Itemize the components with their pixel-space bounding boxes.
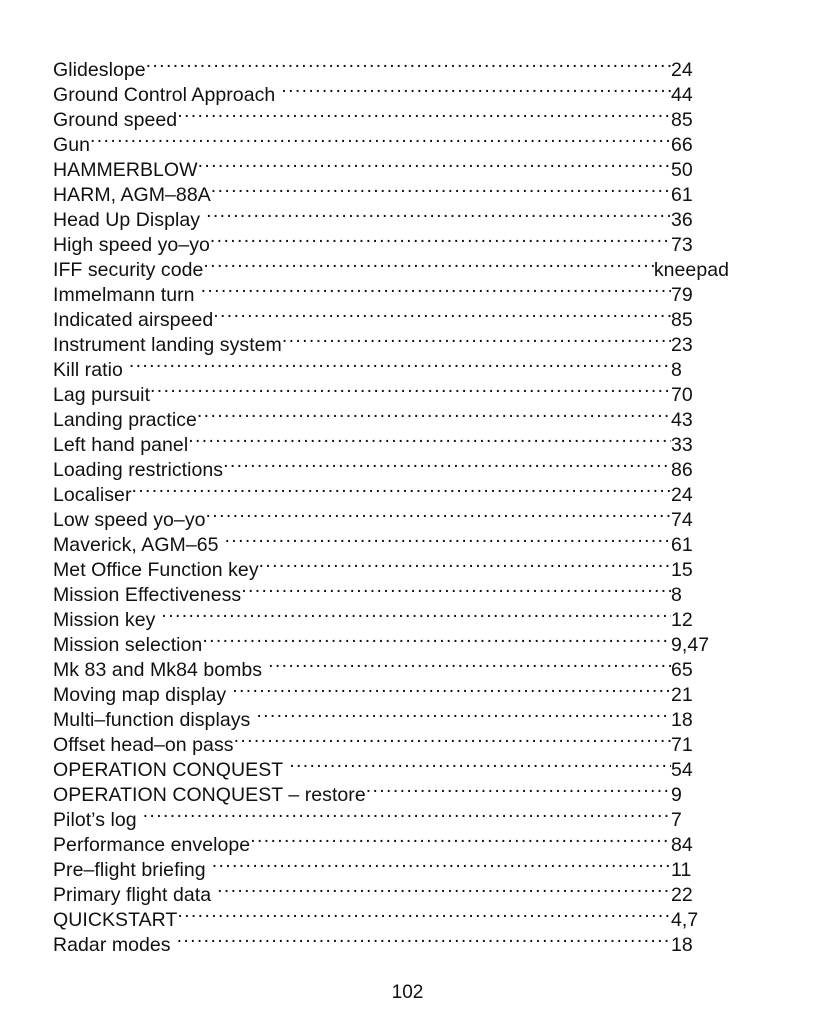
index-entry[interactable]: [53, 806, 729, 831]
dot-leader: [197, 406, 671, 426]
index-entry[interactable]: [53, 81, 729, 106]
index-entry-term: Mission selection: [53, 633, 203, 656]
index-entry-term: Maverick, AGM–65: [53, 533, 219, 556]
index-entry[interactable]: [53, 656, 729, 681]
index-entry[interactable]: [53, 131, 729, 156]
index-entry-term: Radar modes: [53, 933, 171, 956]
index-entry[interactable]: [53, 306, 729, 331]
index-entry-page-reference: 4,7: [671, 908, 699, 931]
index-entry-page-reference: 73: [671, 233, 693, 256]
dot-leader: [282, 331, 671, 351]
dot-leader: [177, 906, 671, 926]
index-entry-term: Ground speed: [53, 108, 178, 131]
index-entry-term: Performance envelope: [53, 833, 251, 856]
index-entry-page-reference: 21: [671, 683, 693, 706]
dot-leader: [223, 456, 671, 476]
index-entry[interactable]: [53, 331, 729, 356]
index-entry[interactable]: [53, 281, 729, 306]
index-entry[interactable]: [53, 581, 729, 606]
index-entry[interactable]: [53, 406, 729, 431]
dot-leader: [201, 281, 671, 301]
index-entry-page-reference: 54: [671, 758, 693, 781]
index-entry-page-reference: 22: [671, 883, 693, 906]
index-entry[interactable]: [53, 481, 729, 506]
dot-leader: [232, 681, 671, 701]
index-entry[interactable]: [53, 606, 729, 631]
index-entry-page-reference: 85: [671, 108, 693, 131]
index-entry[interactable]: [53, 881, 729, 906]
dot-leader: [203, 256, 653, 276]
index-entry-term: HARM, AGM–88A: [53, 183, 211, 206]
index-entry-term: Pilot’s log: [53, 808, 137, 831]
index-entry-list: [53, 56, 729, 956]
index-entry-term: Primary flight data: [53, 883, 212, 906]
index-entry-page-reference: 24: [671, 483, 693, 506]
index-entry-page-reference: 24: [671, 58, 693, 81]
dot-leader: [250, 831, 671, 851]
index-entry-term: Gun: [53, 133, 91, 156]
dot-leader: [289, 756, 671, 776]
index-entry[interactable]: [53, 381, 729, 406]
index-entry-page-reference: 86: [671, 458, 693, 481]
index-entry[interactable]: [53, 781, 729, 806]
index-entry-term: Mission key: [53, 608, 156, 631]
index-entry[interactable]: [53, 731, 729, 756]
index-entry-term: Localiser: [53, 483, 132, 506]
dot-leader: [366, 781, 671, 801]
dot-leader: [202, 631, 671, 651]
index-entry-term: IFF security code: [53, 258, 204, 281]
index-entry-page-reference: 18: [671, 708, 693, 731]
dot-leader: [146, 56, 671, 76]
index-entry-page-reference: 36: [671, 208, 693, 231]
index-entry-page-reference: 84: [671, 833, 693, 856]
index-entry-page-reference: 9: [671, 783, 682, 806]
index-entry-page-reference: 66: [671, 133, 693, 156]
dot-leader: [256, 706, 671, 726]
index-entry-page-reference: 33: [671, 433, 693, 456]
index-entry-page-reference: 85: [671, 308, 693, 331]
dot-leader: [177, 106, 671, 126]
index-entry[interactable]: [53, 681, 729, 706]
dot-leader: [150, 381, 671, 401]
index-entry-term: Landing practice: [53, 408, 197, 431]
index-entry-page-reference: 11: [671, 858, 692, 881]
index-entry-page-reference: 61: [671, 533, 693, 556]
index-entry-page-reference: 70: [671, 383, 693, 406]
dot-leader: [206, 506, 671, 526]
index-entry-term: Met Office Function key: [53, 558, 259, 581]
index-entry-term: Offset head–on pass: [53, 733, 234, 756]
dot-leader: [129, 356, 671, 376]
dot-leader: [161, 606, 671, 626]
dot-leader: [212, 856, 671, 876]
index-entry-page-reference: 79: [671, 283, 693, 306]
index-entry[interactable]: [53, 456, 729, 481]
index-entry-page-reference: 43: [671, 408, 693, 431]
dot-leader: [210, 231, 671, 251]
dot-leader: [143, 806, 671, 826]
index-entry-page-reference: 44: [671, 83, 693, 106]
index-entry-term: Lag pursuit: [53, 383, 151, 406]
index-entry-page-reference: 50: [671, 158, 693, 181]
index-entry[interactable]: [53, 56, 729, 81]
index-entry[interactable]: [53, 531, 729, 556]
index-entry-term: Glideslope: [53, 58, 146, 81]
index-entry[interactable]: [53, 831, 729, 856]
index-entry-page-reference: 61: [671, 183, 693, 206]
index-entry-page-reference: 18: [671, 933, 693, 956]
index-entry-term: QUICKSTART: [53, 908, 178, 931]
index-entry-page-reference: 8: [671, 583, 682, 606]
dot-leader: [234, 731, 671, 751]
index-entry-term: Head Up Display: [53, 208, 201, 231]
dot-leader: [211, 181, 671, 201]
dot-leader: [217, 881, 671, 901]
dot-leader: [90, 131, 671, 151]
index-entry[interactable]: [53, 906, 729, 931]
index-entry[interactable]: [53, 356, 729, 381]
index-entry-term: Kill ratio: [53, 358, 123, 381]
index-entry-page-reference: 74: [671, 508, 693, 531]
index-entry-page-reference: 15: [671, 558, 693, 581]
index-entry[interactable]: [53, 856, 729, 881]
dot-leader: [132, 481, 672, 501]
index-entry-term: OPERATION CONQUEST – restore: [53, 783, 366, 806]
index-entry-page-reference: 12: [671, 608, 693, 631]
index-entry-term: HAMMERBLOW: [53, 158, 198, 181]
index-entry-term: Indicated airspeed: [53, 308, 214, 331]
dot-leader: [241, 581, 671, 601]
index-entry[interactable]: [53, 181, 729, 206]
index-entry-term: Instrument landing system: [53, 333, 282, 356]
index-entry-term: Low speed yo–yo: [53, 508, 206, 531]
index-entry[interactable]: [53, 756, 729, 781]
index-entry-page-reference: 71: [671, 733, 693, 756]
dot-leader: [281, 81, 671, 101]
index-entry-page-reference: 65: [671, 658, 693, 681]
index-entry[interactable]: [53, 431, 729, 456]
index-entry-term: Immelmann turn: [53, 283, 195, 306]
index-entry-term: Mk 83 and Mk84 bombs: [53, 658, 263, 681]
dot-leader: [177, 931, 671, 951]
dot-leader: [213, 306, 671, 326]
index-entry[interactable]: [53, 506, 729, 531]
index-entry[interactable]: [53, 106, 729, 131]
index-entry-term: OPERATION CONQUEST: [53, 758, 284, 781]
index-entry[interactable]: [53, 556, 729, 581]
index-entry-page-reference: 9,47: [671, 633, 710, 656]
index-entry[interactable]: [53, 156, 729, 181]
index-entry[interactable]: [53, 256, 729, 281]
index-entry-page-reference: 23: [671, 333, 693, 356]
index-entry-term: Multi–function displays: [53, 708, 251, 731]
index-entry[interactable]: [53, 206, 729, 231]
index-entry-page-reference: kneepad: [653, 258, 729, 281]
dot-leader: [268, 656, 671, 676]
dot-leader: [188, 431, 671, 451]
index-entry-term: Ground Control Approach: [53, 83, 276, 106]
index-entry-term: Left hand panel: [53, 433, 189, 456]
index-entry-term: Moving map display: [53, 683, 227, 706]
index-entry-page-reference: 7: [671, 808, 682, 831]
dot-leader: [259, 556, 671, 576]
index-entry-term: High speed yo–yo: [53, 233, 210, 256]
dot-leader: [206, 206, 671, 226]
index-entry-page-reference: 8: [671, 358, 682, 381]
index-entry-term: Loading restrictions: [53, 458, 224, 481]
page-number-footer: 102: [391, 982, 424, 1003]
index-entry[interactable]: [53, 631, 729, 656]
dot-leader: [198, 156, 671, 176]
index-entry[interactable]: [53, 706, 729, 731]
index-entry-term: Mission Effectiveness: [53, 583, 242, 606]
dot-leader: [225, 531, 671, 551]
index-entry[interactable]: [53, 931, 729, 956]
index-entry[interactable]: [53, 231, 729, 256]
index-entry-term: Pre–flight briefing: [53, 858, 206, 881]
